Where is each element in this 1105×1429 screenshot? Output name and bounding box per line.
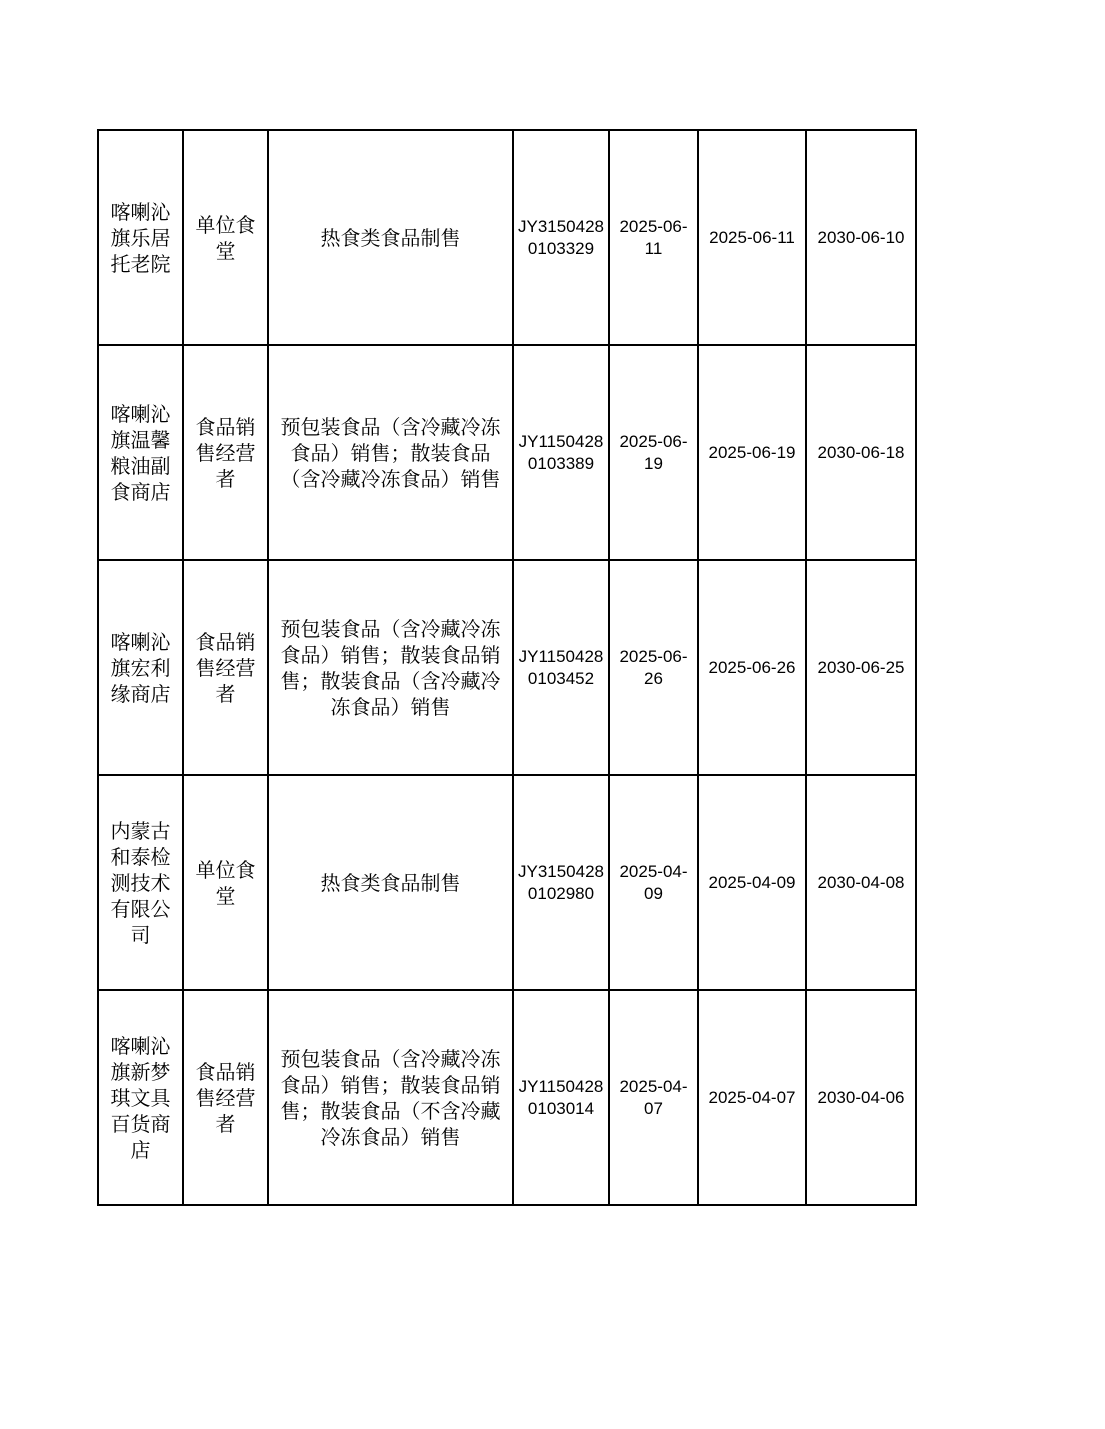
business-name-cell: 内蒙古和泰检测技术有限公司 [98, 775, 183, 990]
business-items-cell: 热食类食品制售 [268, 775, 513, 990]
valid-to-cell: 2030-06-18 [806, 345, 916, 560]
table-row [98, 345, 916, 560]
valid-to-cell: 2030-06-10 [806, 130, 916, 345]
valid-from-cell: 2025-06-19 [698, 345, 806, 560]
permit-table [97, 129, 917, 1206]
permit-number-cell: JY31504280103329 [513, 130, 609, 345]
valid-from-cell: 2025-06-11 [698, 130, 806, 345]
business-items-cell: 热食类食品制售 [268, 130, 513, 345]
issue-date-cell: 2025-06-11 [609, 130, 698, 345]
business-items-cell: 预包装食品（含冷藏冷冻食品）销售；散装食品销售；散装食品（不含冷藏冷冻食品）销售 [268, 990, 513, 1205]
business-type-cell: 食品销售经营者 [183, 345, 268, 560]
permit-number-cell: JY11504280103389 [513, 345, 609, 560]
table-row [98, 990, 916, 1205]
business-items-cell: 预包装食品（含冷藏冷冻食品）销售；散装食品销售；散装食品（含冷藏冷冻食品）销售 [268, 560, 513, 775]
business-name-cell: 喀喇沁旗新梦琪文具百货商店 [98, 990, 183, 1205]
business-type-cell: 单位食堂 [183, 130, 268, 345]
permit-number-cell: JY11504280103014 [513, 990, 609, 1205]
business-type-cell: 食品销售经营者 [183, 990, 268, 1205]
valid-from-cell: 2025-04-09 [698, 775, 806, 990]
business-items-cell: 预包装食品（含冷藏冷冻食品）销售；散装食品（含冷藏冷冻食品）销售 [268, 345, 513, 560]
permit-number-cell: JY31504280102980 [513, 775, 609, 990]
issue-date-cell: 2025-06-19 [609, 345, 698, 560]
issue-date-cell: 2025-06-26 [609, 560, 698, 775]
permit-number-cell: JY11504280103452 [513, 560, 609, 775]
issue-date-cell: 2025-04-09 [609, 775, 698, 990]
table-row [98, 775, 916, 990]
valid-to-cell: 2030-06-25 [806, 560, 916, 775]
valid-to-cell: 2030-04-08 [806, 775, 916, 990]
valid-from-cell: 2025-06-26 [698, 560, 806, 775]
business-type-cell: 食品销售经营者 [183, 560, 268, 775]
business-name-cell: 喀喇沁旗温馨粮油副食商店 [98, 345, 183, 560]
valid-to-cell: 2030-04-06 [806, 990, 916, 1205]
table-row [98, 560, 916, 775]
business-name-cell: 喀喇沁旗乐居托老院 [98, 130, 183, 345]
table-row [98, 130, 916, 345]
business-type-cell: 单位食堂 [183, 775, 268, 990]
issue-date-cell: 2025-04-07 [609, 990, 698, 1205]
business-name-cell: 喀喇沁旗宏利缘商店 [98, 560, 183, 775]
valid-from-cell: 2025-04-07 [698, 990, 806, 1205]
